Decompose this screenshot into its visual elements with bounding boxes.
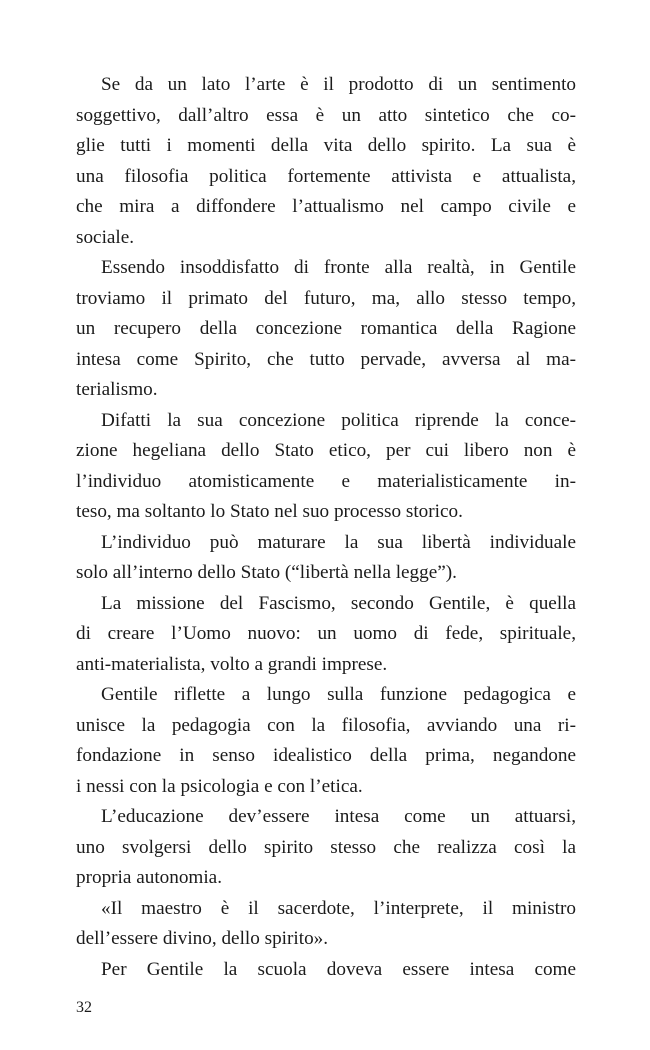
text-line: fondazione in senso idealistico della prima, negandone: [76, 745, 576, 766]
text-line: sociale.: [76, 226, 135, 248]
body-text: [76, 70, 576, 985]
text-line: dell’essere divino, dello spirito».: [76, 928, 329, 949]
text-line: Gentile riflette a lungo sulla funzione pedagogica e: [101, 684, 576, 705]
text-line: che mira a diffondere l’attualismo nel campo civile e: [76, 196, 576, 217]
text-line: teso, ma soltanto lo Stato nel suo processo storico.: [76, 501, 463, 522]
text-line: i nessi con la psicologia e con l’etica.: [76, 775, 363, 797]
text-line: una filosofia politica fortemente attivista e attualista,: [76, 165, 576, 187]
text-line: zione hegeliana dello Stato etico, per cui libero non è: [76, 440, 576, 461]
text-line: Difatti la sua concezione politica riprende la conce-: [101, 409, 576, 431]
text-line: propria autonomia.: [76, 867, 222, 888]
text-line: anti-materialista, volto a grandi imprese.: [76, 653, 388, 675]
text-line: di creare l’Uomo nuovo: un uomo di fede, spirituale,: [76, 623, 576, 644]
text-line: unisce la pedagogia con la filosofia, avviando una ri-: [76, 714, 576, 736]
text-line: La missione del Fascismo, secondo Gentile, è quella: [101, 592, 576, 614]
page-number: 32: [76, 999, 92, 1016]
text-line: intesa come Spirito, che tutto pervade, avversa al ma-: [76, 348, 576, 370]
text-line: Essendo insoddisfatto di fronte alla realtà, in Gentile: [101, 257, 576, 278]
text-line: terialismo.: [76, 379, 158, 400]
text-line: Se da un lato l’arte è il prodotto di un sentimento: [101, 74, 576, 95]
text-line: Per Gentile la scuola doveva essere intesa come: [101, 958, 576, 980]
text-line: «Il maestro è il sacerdote, l’interprete, il ministro: [101, 897, 576, 919]
text-line: L’educazione dev’essere intesa come un attuarsi,: [101, 806, 576, 827]
text-line: soggettivo, dall’altro essa è un atto sintetico che co-: [76, 104, 576, 126]
text-line: uno svolgersi dello spirito stesso che realizza così la: [76, 836, 576, 858]
text-line: un recupero della concezione romantica della Ragione: [76, 318, 576, 339]
text-line: troviamo il primato del futuro, ma, allo stesso tempo,: [76, 287, 576, 309]
text-line: l’individuo atomisticamente e materialisticamente in-: [76, 470, 576, 492]
text-line: solo all’interno dello Stato (“libertà nella legge”).: [76, 562, 457, 583]
text-line: L’individuo può maturare la sua libertà individuale: [101, 531, 576, 553]
text-line: glie tutti i momenti della vita dello spirito. La sua è: [76, 135, 576, 156]
